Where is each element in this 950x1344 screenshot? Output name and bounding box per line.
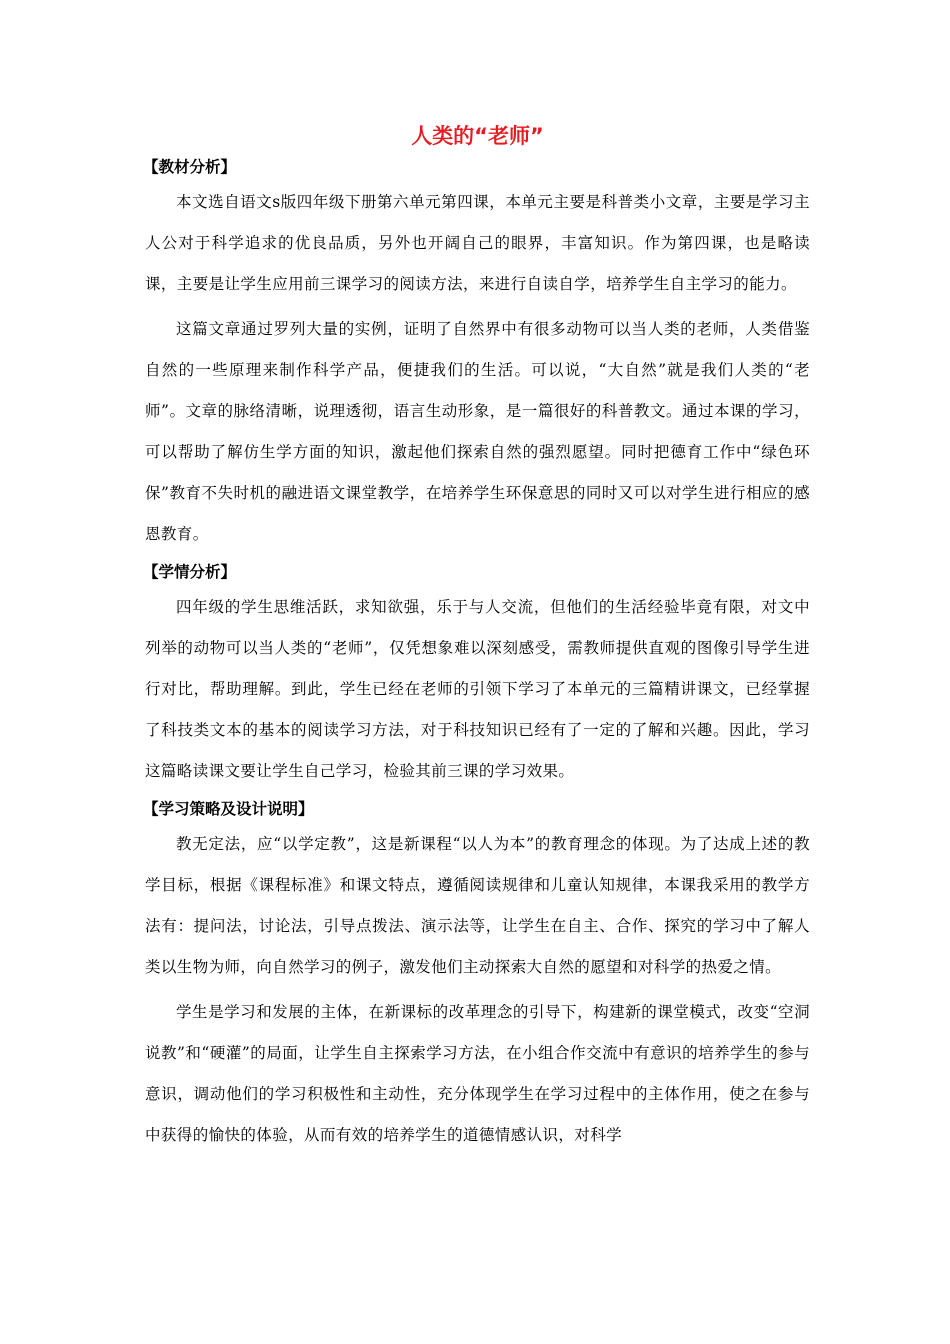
- paragraph: 教无定法，应“以学定教”，这是新课程“以人为本”的教育理念的体现。为了达成上述的教学目标，根据《课程标准》和课文特点，遵循阅读规律和儿童认知规律，本课我采用的教学方法有：提问法，讨论法，引导点拨法、演示法等，让学生在自主、合作、探究的学习中了解人类以生物为师，向自然学习的例子，激发他们主动探索大自然的愿望和对科学的热爱之情。: [145, 835, 810, 976]
- paragraph: 本文选自语文s版四年级下册第六单元第四课，本单元主要是科普类小文章，主要是学习主人公对于科学追求的优良品质，另外也开阔自己的眼界，丰富知识。作为第四课，也是略读课，主要是让学生应用前三课学习的阅读方法，来进行自读自学，培养学生自主学习的能力。: [145, 193, 810, 293]
- section-heading: 【教材分析】: [143, 158, 237, 176]
- section-student-analysis: [145, 559, 810, 792]
- section-heading: 【学情分析】: [143, 563, 237, 581]
- section-heading: 【学习策略及设计说明】: [143, 800, 314, 818]
- document-title: 人类的“老师”: [411, 124, 544, 148]
- section-learning-strategy: [145, 796, 810, 1156]
- paragraph: 学生是学习和发展的主体，在新课标的改革理念的引导下，构建新的课堂模式，改变“空洞说教”和“硬灌”的局面，让学生自主探索学习方法，在小组合作交流中有意识的培养学生的参与意识，调动他们的学习积极性和主动性，充分体现学生在学习过程中的主体作用，使之在参与中获得的愉快的体验，从而有效的培养学生的道德情感认识，对科学: [145, 1003, 810, 1144]
- paragraph: 这篇文章通过罗列大量的实例，证明了自然界中有很多动物可以当人类的老师，人类借鉴自然的一些原理来制作科学产品，便捷我们的生活。可以说，“大自然”就是我们人类的“老师”。文章的脉络清晰，说理透彻，语言生动形象，是一篇很好的科普教文。通过本课的学习，可以帮助了解仿生学方面的知识，激起他们探索自然的强烈愿望。同时把德育工作中“绿色环保”教育不失时机的融进语文课堂教学，在培养学生环保意思的同时又可以对学生进行相应的感恩教育。: [145, 320, 810, 543]
- section-textbook-analysis: [145, 154, 810, 555]
- paragraph: 四年级的学生思维活跃，求知欲强，乐于与人交流，但他们的生活经验毕竟有限，对文中列举的动物可以当人类的“老师”，仅凭想象难以深刻感受，需教师提供直观的图像引导学生进行对比，帮助理解。到此，学生已经在老师的引领下学习了本单元的三篇精讲课文，已经掌握了科技类文本的基本的阅读学习方法，对于科技知识已经有了一定的了解和兴趣。因此，学习这篇略读课文要让学生自己学习，检验其前三课的学习效果。: [145, 598, 810, 780]
